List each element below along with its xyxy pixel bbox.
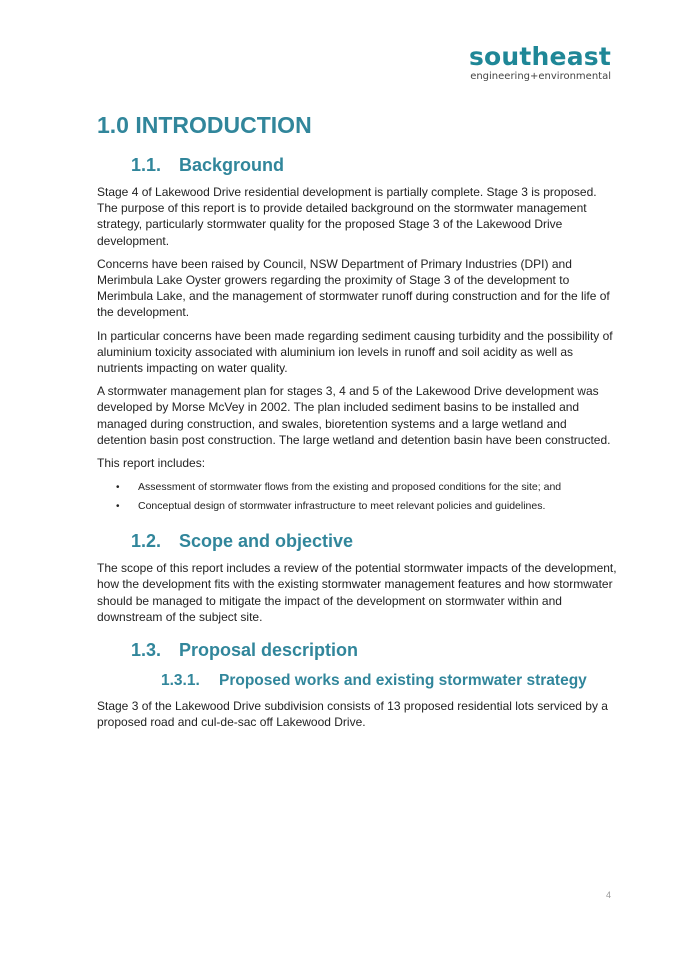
section-number: 1.2.	[131, 531, 162, 552]
paragraph: The scope of this report includes a review of the potential stormwater impacts of the development, how the development fits with the existing stormwater management features and how stormwater should be managed to mitigate the impact of the development on stormwater within and downstream of the subject site.	[97, 561, 617, 624]
page-number: 4	[605, 890, 611, 900]
paragraph: In particular concerns have been made regarding sediment causing turbidity and the possibility of aluminium toxicity associated with aluminium ion levels in runoff and soil acidity as well as nutrients impacting on water quality.	[97, 328, 613, 376]
list-item	[97, 478, 617, 497]
logo-name: southeast	[468, 42, 611, 71]
section-title: Background	[179, 155, 285, 175]
section-heading-scope	[131, 530, 617, 552]
list-item-text: Assessment of stormwater flows from the existing and proposed conditions for the site; and	[138, 481, 562, 494]
paragraph: Stage 3 of the Lakewood Drive subdivision consists of 13 proposed residential lots serviced by a proposed road and cul-de-sac off Lakewood Drive.	[97, 699, 608, 730]
section-heading-background	[131, 154, 617, 176]
list-item	[97, 497, 617, 516]
bullet-icon: •	[116, 501, 120, 513]
section-title: Scope and objective	[179, 531, 354, 552]
paragraph: Concerns have been raised by Council, NSW Department of Primary Industries (DPI) and Merimbula Lake Oyster growers regarding the proximity of Stage 3 of the development to Merimbula Lake, and the management of stormwater runoff during construction and for the life of the development.	[97, 256, 610, 320]
section-heading-proposal	[131, 639, 617, 661]
section-number: 1.1.	[131, 155, 162, 175]
logo-tagline: engineering+environmental	[470, 71, 611, 82]
page-title: 1.0 INTRODUCTION	[97, 112, 312, 138]
subsection-title: Proposed works and existing stormwater strategy	[219, 672, 587, 690]
company-logo	[469, 44, 611, 83]
paragraph: Stage 4 of Lakewood Drive residential development is partially complete. Stage 3 is proposed. The purpose of this report is to provide detailed background on the stormwater management strategy, particularly stormwater quality for the proposed Stage 3 of the Lakewood Drive development.	[97, 185, 597, 248]
document-body	[97, 110, 617, 737]
paragraph: A stormwater management plan for stages 3, 4 and 5 of the Lakewood Drive development was developed by Morse McVey in 2002. The plan included sediment basins to be installed and managed during construction, and swales, bioretention systems and a large wetland and detention basin post construction. The large wetland and detention basin have been constructed.	[97, 384, 611, 447]
subsection-heading-proposed-works	[161, 671, 617, 691]
list-item-text: Conceptual design of stormwater infrastructure to meet relevant policies and guidelines.	[138, 500, 546, 513]
section-number: 1.3.	[131, 640, 162, 661]
bullet-list	[97, 478, 617, 516]
paragraph: This report includes:	[97, 456, 206, 471]
subsection-number: 1.3.1.	[161, 672, 200, 690]
bullet-icon: •	[116, 482, 120, 494]
section-title: Proposal description	[179, 640, 359, 661]
